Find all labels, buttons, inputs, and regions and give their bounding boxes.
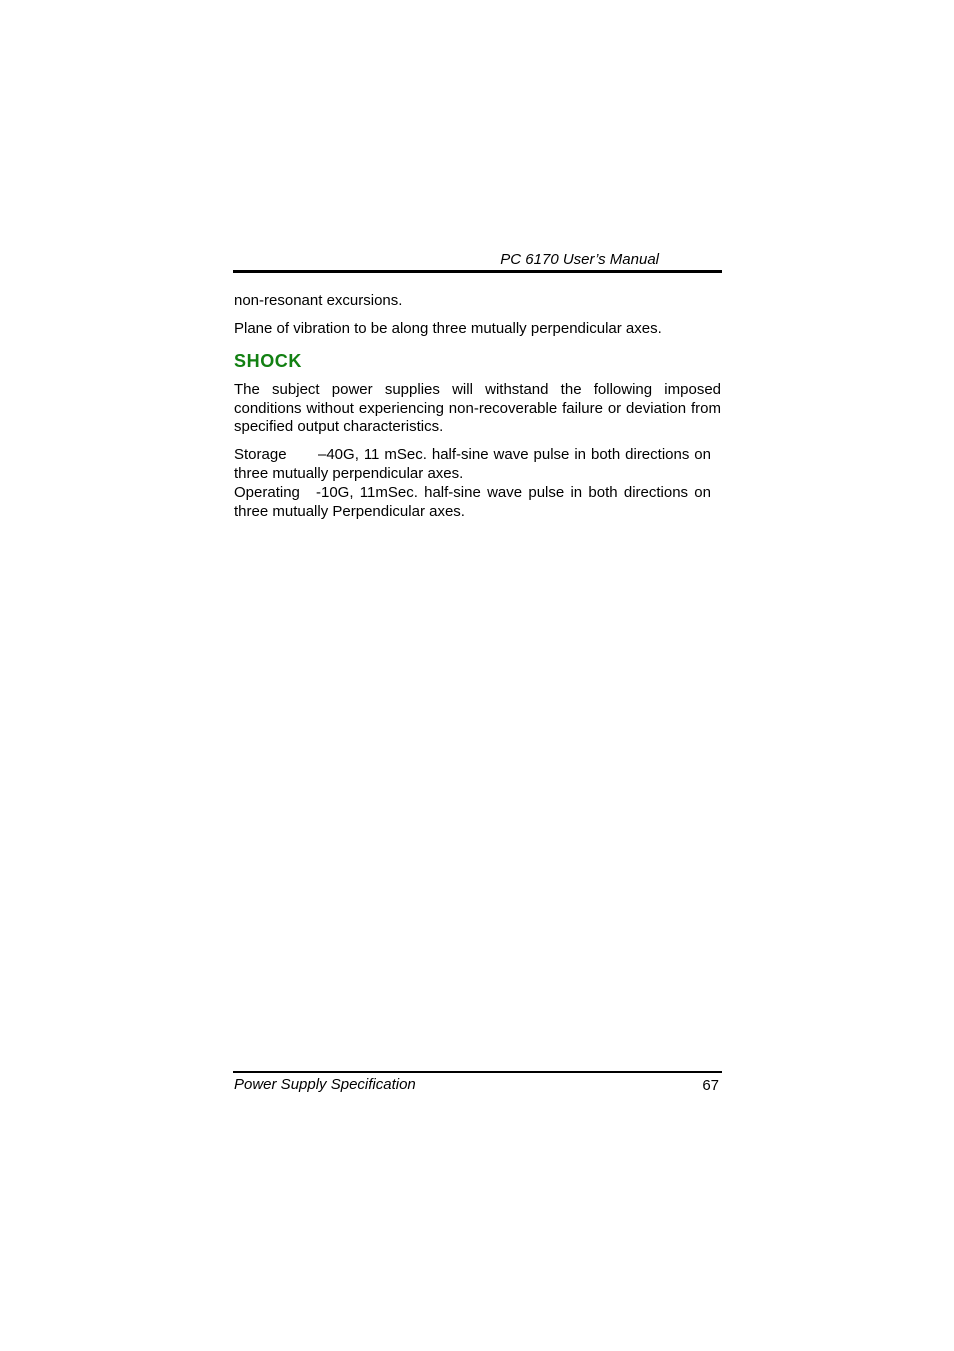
spec-label-operating: Operating (234, 484, 300, 501)
header-title: PC 6170 User’s Manual (500, 251, 659, 268)
header-rule (233, 270, 722, 273)
page-number: 67 (702, 1077, 719, 1094)
paragraph-vibration-plane: Plane of vibration to be along three mutually perpendicular axes. (234, 320, 662, 337)
spec-operating (234, 484, 711, 521)
footer-section-title: Power Supply Specification (234, 1076, 416, 1093)
footer-rule (233, 1071, 722, 1073)
section-heading-shock: SHOCK (234, 351, 303, 371)
spec-text-storage: –40G, 11 mSec. half-sine wave pulse in both directions on three mutually perpendicular axes. (234, 446, 711, 482)
spec-storage (234, 446, 711, 483)
paragraph-shock-intro: The subject power supplies will withstand the following imposed conditions without experiencing non-recoverable failure or deviation from specified output characteristics. (234, 381, 721, 435)
paragraph-excursions: non-resonant excursions. (234, 292, 403, 309)
spec-label-storage: Storage (234, 446, 287, 463)
spec-text-operating: -10G, 11mSec. half-sine wave pulse in both directions on three mutually Perpendicular axes. (234, 484, 711, 520)
